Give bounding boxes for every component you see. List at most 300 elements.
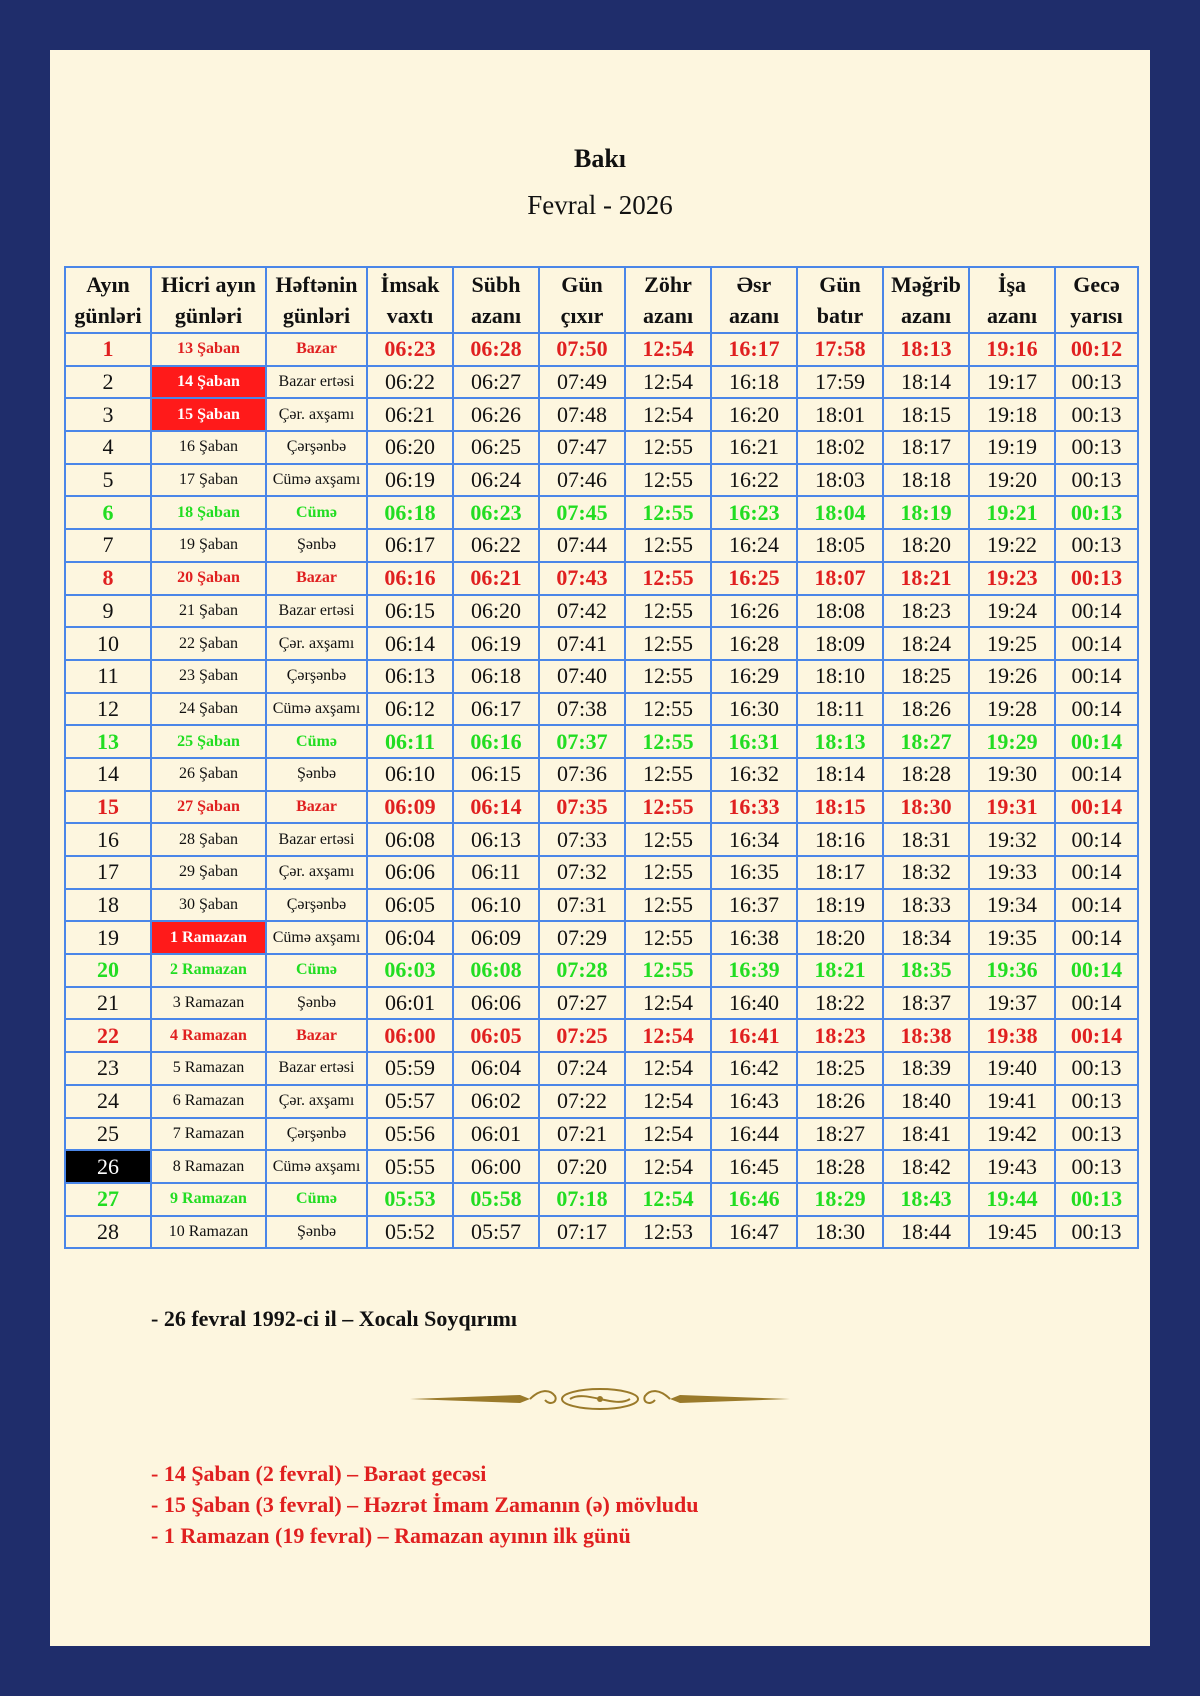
column-header bbox=[1055, 267, 1138, 333]
table-cell: 07:47 bbox=[539, 431, 625, 464]
table-cell: 19 Şaban bbox=[151, 529, 266, 562]
table-cell: 00:13 bbox=[1055, 529, 1138, 562]
table-cell: Cümə bbox=[266, 496, 367, 529]
table-cell: 18:02 bbox=[797, 431, 883, 464]
table-cell: Cümə bbox=[266, 954, 367, 987]
table-cell: 18:38 bbox=[883, 1019, 969, 1052]
table-cell: 05:59 bbox=[367, 1052, 453, 1085]
prayer-times-table bbox=[64, 266, 1139, 1249]
table-cell: 06:02 bbox=[453, 1085, 539, 1118]
table-cell: 18:23 bbox=[797, 1019, 883, 1052]
column-header bbox=[625, 267, 711, 333]
column-header-line: azanı bbox=[986, 303, 1038, 328]
table-cell: 18:31 bbox=[883, 823, 969, 856]
table-cell: 18:40 bbox=[883, 1085, 969, 1118]
table-cell: 16:41 bbox=[711, 1019, 797, 1052]
table-cell: 07:44 bbox=[539, 529, 625, 562]
table-row bbox=[65, 398, 1138, 431]
table-row bbox=[65, 1085, 1138, 1118]
table-cell: 05:58 bbox=[453, 1183, 539, 1216]
table-cell: 18:20 bbox=[883, 529, 969, 562]
table-cell: 07:20 bbox=[539, 1150, 625, 1183]
table-cell: 00:14 bbox=[1055, 627, 1138, 660]
table-cell: 12:54 bbox=[625, 398, 711, 431]
table-cell: 26 Şaban bbox=[151, 758, 266, 791]
table-cell: 17 bbox=[65, 856, 151, 889]
table-cell: 06:21 bbox=[367, 398, 453, 431]
table-cell: 18:26 bbox=[883, 693, 969, 726]
column-header bbox=[969, 267, 1055, 333]
table-cell: 18:28 bbox=[797, 1150, 883, 1183]
table-cell: 19:25 bbox=[969, 627, 1055, 660]
table-row bbox=[65, 529, 1138, 562]
table-cell: 12:55 bbox=[625, 823, 711, 856]
table-cell: 11 bbox=[65, 660, 151, 693]
column-header bbox=[883, 267, 969, 333]
table-cell: 06:24 bbox=[453, 464, 539, 497]
table-cell: 18:35 bbox=[883, 954, 969, 987]
table-cell: 8 Ramazan bbox=[151, 1150, 266, 1183]
table-cell: 00:13 bbox=[1055, 1216, 1138, 1249]
table-cell: 5 Ramazan bbox=[151, 1052, 266, 1085]
table-cell: 06:20 bbox=[453, 595, 539, 628]
table-cell: 07:33 bbox=[539, 823, 625, 856]
table-cell: 3 bbox=[65, 398, 151, 431]
table-cell: 2 Ramazan bbox=[151, 954, 266, 987]
table-cell: 18:39 bbox=[883, 1052, 969, 1085]
table-cell: 07:42 bbox=[539, 595, 625, 628]
table-cell: 16:28 bbox=[711, 627, 797, 660]
table-cell: 19:37 bbox=[969, 987, 1055, 1020]
table-cell: Çərşənbə bbox=[266, 431, 367, 464]
table-cell: 4 bbox=[65, 431, 151, 464]
table-cell: 20 bbox=[65, 954, 151, 987]
table-cell: 00:14 bbox=[1055, 954, 1138, 987]
table-cell: 00:14 bbox=[1055, 823, 1138, 856]
table-cell: 05:53 bbox=[367, 1183, 453, 1216]
table-cell: 07:17 bbox=[539, 1216, 625, 1249]
table-cell: 06:16 bbox=[453, 725, 539, 758]
table-cell: 07:29 bbox=[539, 921, 625, 954]
table-cell: 25 Şaban bbox=[151, 725, 266, 758]
table-cell: 16:18 bbox=[711, 366, 797, 399]
table-cell: 12:54 bbox=[625, 1150, 711, 1183]
table-cell: 07:24 bbox=[539, 1052, 625, 1085]
table-cell: 24 bbox=[65, 1085, 151, 1118]
table-cell: 07:35 bbox=[539, 791, 625, 824]
table-row bbox=[65, 431, 1138, 464]
table-cell: 12:55 bbox=[625, 954, 711, 987]
table-cell: Cümə bbox=[266, 1183, 367, 1216]
table-cell: 07:21 bbox=[539, 1118, 625, 1151]
table-row bbox=[65, 1019, 1138, 1052]
table-cell: 00:14 bbox=[1055, 660, 1138, 693]
table-cell: 07:27 bbox=[539, 987, 625, 1020]
table-row bbox=[65, 921, 1138, 954]
table-cell: 18:13 bbox=[883, 333, 969, 366]
table-cell: 16:35 bbox=[711, 856, 797, 889]
table-cell: 06:19 bbox=[453, 627, 539, 660]
table-cell: 18:21 bbox=[797, 954, 883, 987]
table-cell: 16:44 bbox=[711, 1118, 797, 1151]
table-cell: 06:01 bbox=[367, 987, 453, 1020]
table-cell: 07:31 bbox=[539, 889, 625, 922]
table-cell: 16:47 bbox=[711, 1216, 797, 1249]
table-cell: 07:40 bbox=[539, 660, 625, 693]
table-cell: 06:22 bbox=[367, 366, 453, 399]
column-header-line: Hicri ayın bbox=[161, 272, 256, 297]
table-cell: 06:16 bbox=[367, 562, 453, 595]
table-cell: 27 Şaban bbox=[151, 791, 266, 824]
table-cell: 18:22 bbox=[797, 987, 883, 1020]
table-cell: 6 Ramazan bbox=[151, 1085, 266, 1118]
table-cell: 4 Ramazan bbox=[151, 1019, 266, 1052]
table-cell: 18:30 bbox=[797, 1216, 883, 1249]
table-cell: Çər. axşamı bbox=[266, 398, 367, 431]
table-cell: 00:14 bbox=[1055, 791, 1138, 824]
table-cell: 16:32 bbox=[711, 758, 797, 791]
table-cell: 12:54 bbox=[625, 1052, 711, 1085]
table-cell: 06:18 bbox=[367, 496, 453, 529]
table-row bbox=[65, 954, 1138, 987]
table-cell: 12:54 bbox=[625, 366, 711, 399]
column-header-line: vaxtı bbox=[386, 303, 434, 328]
table-cell: 12:55 bbox=[625, 758, 711, 791]
table-cell: 16:34 bbox=[711, 823, 797, 856]
table-cell: Bazar ertəsi bbox=[266, 1052, 367, 1085]
table-row bbox=[65, 562, 1138, 595]
table-cell: 13 bbox=[65, 725, 151, 758]
table-cell: 05:57 bbox=[453, 1216, 539, 1249]
table-cell: 16:40 bbox=[711, 987, 797, 1020]
table-cell: 07:22 bbox=[539, 1085, 625, 1118]
table-cell: Bazar bbox=[266, 562, 367, 595]
column-header-line: azanı bbox=[642, 303, 694, 328]
table-cell: 16:25 bbox=[711, 562, 797, 595]
table-cell: 06:17 bbox=[453, 693, 539, 726]
table-cell: Bazar ertəsi bbox=[266, 595, 367, 628]
table-cell: 18:09 bbox=[797, 627, 883, 660]
table-cell: Cümə bbox=[266, 725, 367, 758]
table-cell: 20 Şaban bbox=[151, 562, 266, 595]
table-cell: 06:04 bbox=[367, 921, 453, 954]
column-header-line: batır bbox=[816, 303, 864, 328]
table-cell: 15 Şaban bbox=[151, 398, 266, 431]
table-cell: 05:52 bbox=[367, 1216, 453, 1249]
table-cell: 18:18 bbox=[883, 464, 969, 497]
table-row bbox=[65, 725, 1138, 758]
table-cell: Çərşənbə bbox=[266, 889, 367, 922]
column-header-line: yarısı bbox=[1070, 303, 1123, 328]
table-cell: Çər. axşamı bbox=[266, 627, 367, 660]
table-row bbox=[65, 758, 1138, 791]
table-cell: Çər. axşamı bbox=[266, 856, 367, 889]
column-header-line: Ayın bbox=[86, 272, 130, 297]
table-cell: 18:14 bbox=[797, 758, 883, 791]
table-cell: 07:36 bbox=[539, 758, 625, 791]
column-header-line: İmsak bbox=[380, 272, 440, 297]
column-header-line: günləri bbox=[74, 303, 142, 328]
table-cell: 06:14 bbox=[367, 627, 453, 660]
table-cell: 13 Şaban bbox=[151, 333, 266, 366]
table-cell: 00:14 bbox=[1055, 595, 1138, 628]
table-cell: 16 bbox=[65, 823, 151, 856]
table-cell: 06:15 bbox=[367, 595, 453, 628]
table-cell: 18:27 bbox=[797, 1118, 883, 1151]
table-cell: 8 bbox=[65, 562, 151, 595]
table-cell: 19:23 bbox=[969, 562, 1055, 595]
table-cell: 18:33 bbox=[883, 889, 969, 922]
table-cell: Şənbə bbox=[266, 987, 367, 1020]
column-header-line: azanı bbox=[470, 303, 522, 328]
table-cell: 12:55 bbox=[625, 595, 711, 628]
table-cell: 07:32 bbox=[539, 856, 625, 889]
table-cell: 19:32 bbox=[969, 823, 1055, 856]
table-cell: 18:30 bbox=[883, 791, 969, 824]
table-cell: 18:17 bbox=[797, 856, 883, 889]
table-cell: 06:08 bbox=[367, 823, 453, 856]
table-cell: Bazar bbox=[266, 1019, 367, 1052]
table-cell: 16 Şaban bbox=[151, 431, 266, 464]
table-cell: Bazar bbox=[266, 791, 367, 824]
table-row bbox=[65, 333, 1138, 366]
table-cell: 19:40 bbox=[969, 1052, 1055, 1085]
table-cell: 19:24 bbox=[969, 595, 1055, 628]
column-header-line: günləri bbox=[174, 303, 243, 328]
table-cell: 16:38 bbox=[711, 921, 797, 954]
table-cell: 16:42 bbox=[711, 1052, 797, 1085]
table-cell: Cümə axşamı bbox=[266, 464, 367, 497]
table-cell: 12:54 bbox=[625, 987, 711, 1020]
table-cell: 18:17 bbox=[883, 431, 969, 464]
table-cell: 06:13 bbox=[453, 823, 539, 856]
table-cell: 29 Şaban bbox=[151, 856, 266, 889]
table-cell: 06:19 bbox=[367, 464, 453, 497]
table-cell: 16:20 bbox=[711, 398, 797, 431]
table-cell: Çərşənbə bbox=[266, 660, 367, 693]
table-cell: Cümə axşamı bbox=[266, 693, 367, 726]
table-cell: 16:22 bbox=[711, 464, 797, 497]
table-cell: 06:12 bbox=[367, 693, 453, 726]
table-cell: 06:10 bbox=[453, 889, 539, 922]
table-cell: 00:14 bbox=[1055, 856, 1138, 889]
column-header-line: Əsr bbox=[736, 272, 772, 297]
table-cell: 07:50 bbox=[539, 333, 625, 366]
table-cell: 06:11 bbox=[453, 856, 539, 889]
column-header bbox=[151, 267, 266, 333]
table-cell: 06:14 bbox=[453, 791, 539, 824]
column-header-line: Zöhr bbox=[644, 272, 692, 297]
table-cell: 10 bbox=[65, 627, 151, 660]
table-cell: 00:12 bbox=[1055, 333, 1138, 366]
column-header-line: İşa bbox=[997, 272, 1027, 297]
table-cell: 00:14 bbox=[1055, 987, 1138, 1020]
table-row bbox=[65, 496, 1138, 529]
table-cell: 7 Ramazan bbox=[151, 1118, 266, 1151]
table-cell: 18:29 bbox=[797, 1183, 883, 1216]
table-cell: 7 bbox=[65, 529, 151, 562]
table-cell: 06:23 bbox=[453, 496, 539, 529]
table-cell: 16:26 bbox=[711, 595, 797, 628]
table-cell: 12:53 bbox=[625, 1216, 711, 1249]
table-cell: 06:09 bbox=[367, 791, 453, 824]
table-cell: 19:26 bbox=[969, 660, 1055, 693]
table-cell: 00:14 bbox=[1055, 725, 1138, 758]
table-cell: 12:55 bbox=[625, 693, 711, 726]
table-cell: 12:55 bbox=[625, 529, 711, 562]
table-cell: 07:25 bbox=[539, 1019, 625, 1052]
table-cell: 18 bbox=[65, 889, 151, 922]
table-cell: 07:37 bbox=[539, 725, 625, 758]
column-header bbox=[797, 267, 883, 333]
table-cell: 28 bbox=[65, 1216, 151, 1249]
table-cell: 19:22 bbox=[969, 529, 1055, 562]
table-cell: 18:11 bbox=[797, 693, 883, 726]
table-cell: 3 Ramazan bbox=[151, 987, 266, 1020]
table-cell: 10 Ramazan bbox=[151, 1216, 266, 1249]
table-cell: 06:00 bbox=[453, 1150, 539, 1183]
column-header-line: Sübh bbox=[471, 272, 521, 297]
table-cell: 06:27 bbox=[453, 366, 539, 399]
table-cell: 19:17 bbox=[969, 366, 1055, 399]
table-cell: 00:14 bbox=[1055, 921, 1138, 954]
table-cell: 12:55 bbox=[625, 856, 711, 889]
table-cell: 06:05 bbox=[367, 889, 453, 922]
table-cell: 12:55 bbox=[625, 464, 711, 497]
table-row bbox=[65, 1052, 1138, 1085]
table-cell: Bazar bbox=[266, 333, 367, 366]
table-cell: 6 bbox=[65, 496, 151, 529]
table-row bbox=[65, 856, 1138, 889]
table-cell: 06:10 bbox=[367, 758, 453, 791]
table-cell: 21 Şaban bbox=[151, 595, 266, 628]
table-cell: 18:27 bbox=[883, 725, 969, 758]
table-cell: 18:41 bbox=[883, 1118, 969, 1151]
table-cell: 05:57 bbox=[367, 1085, 453, 1118]
table-cell: 18:07 bbox=[797, 562, 883, 595]
table-cell: Çər. axşamı bbox=[266, 1085, 367, 1118]
table-cell: 12:55 bbox=[625, 921, 711, 954]
table-cell: 00:13 bbox=[1055, 1052, 1138, 1085]
table-cell: 06:25 bbox=[453, 431, 539, 464]
column-header bbox=[711, 267, 797, 333]
table-cell: 18:34 bbox=[883, 921, 969, 954]
table-cell: 06:04 bbox=[453, 1052, 539, 1085]
table-cell: 19:18 bbox=[969, 398, 1055, 431]
table-cell: 18:13 bbox=[797, 725, 883, 758]
table-cell: 18:37 bbox=[883, 987, 969, 1020]
table-cell: 16:46 bbox=[711, 1183, 797, 1216]
page-subtitle: Fevral - 2026 bbox=[527, 190, 673, 220]
table-cell: 07:45 bbox=[539, 496, 625, 529]
table-cell: 18:05 bbox=[797, 529, 883, 562]
table-cell: 1 Ramazan bbox=[151, 921, 266, 954]
table-cell: 00:13 bbox=[1055, 1150, 1138, 1183]
table-row bbox=[65, 1118, 1138, 1151]
table-cell: 18:08 bbox=[797, 595, 883, 628]
table-cell: 12:54 bbox=[625, 1118, 711, 1151]
table-cell: 00:14 bbox=[1055, 758, 1138, 791]
table-cell: 12:54 bbox=[625, 333, 711, 366]
table-cell: Bazar ertəsi bbox=[266, 366, 367, 399]
table-cell: 06:09 bbox=[453, 921, 539, 954]
table-cell: 30 Şaban bbox=[151, 889, 266, 922]
table-cell: 00:13 bbox=[1055, 431, 1138, 464]
table-cell: 00:14 bbox=[1055, 889, 1138, 922]
column-header-line: çıxır bbox=[560, 303, 604, 328]
column-header-line: Həftənin bbox=[275, 272, 358, 297]
table-cell: 18:24 bbox=[883, 627, 969, 660]
table-cell: 18:42 bbox=[883, 1150, 969, 1183]
table-cell: 26 bbox=[65, 1150, 151, 1183]
table-cell: 19:16 bbox=[969, 333, 1055, 366]
table-cell: Şənbə bbox=[266, 758, 367, 791]
column-header-line: Gün bbox=[561, 272, 603, 297]
table-cell: 07:49 bbox=[539, 366, 625, 399]
table-cell: 06:15 bbox=[453, 758, 539, 791]
table-cell: 18:03 bbox=[797, 464, 883, 497]
table-cell: 12:54 bbox=[625, 1019, 711, 1052]
table-row bbox=[65, 693, 1138, 726]
table-row bbox=[65, 627, 1138, 660]
table-cell: 12:55 bbox=[625, 431, 711, 464]
column-header-line: azanı bbox=[728, 303, 780, 328]
table-row bbox=[65, 595, 1138, 628]
table-cell: 06:21 bbox=[453, 562, 539, 595]
table-cell: 16:31 bbox=[711, 725, 797, 758]
table-cell: 18:43 bbox=[883, 1183, 969, 1216]
table-row bbox=[65, 660, 1138, 693]
table-cell: 12:54 bbox=[625, 1183, 711, 1216]
table-cell: 07:28 bbox=[539, 954, 625, 987]
table-cell: 18 Şaban bbox=[151, 496, 266, 529]
column-header bbox=[539, 267, 625, 333]
table-cell: 22 Şaban bbox=[151, 627, 266, 660]
table-cell: 23 Şaban bbox=[151, 660, 266, 693]
table-cell: 05:56 bbox=[367, 1118, 453, 1151]
column-header bbox=[453, 267, 539, 333]
column-header bbox=[266, 267, 367, 333]
table-cell: 15 bbox=[65, 791, 151, 824]
column-header-line: günləri bbox=[282, 303, 351, 328]
table-cell: 16:33 bbox=[711, 791, 797, 824]
table-cell: 06:28 bbox=[453, 333, 539, 366]
table-cell: 25 bbox=[65, 1118, 151, 1151]
table-cell: 00:13 bbox=[1055, 464, 1138, 497]
table-cell: 16:21 bbox=[711, 431, 797, 464]
table-cell: 18:10 bbox=[797, 660, 883, 693]
table-cell: 19:30 bbox=[969, 758, 1055, 791]
table-cell: 00:13 bbox=[1055, 398, 1138, 431]
table-cell: 18:15 bbox=[797, 791, 883, 824]
table-cell: 00:13 bbox=[1055, 562, 1138, 595]
column-header bbox=[367, 267, 453, 333]
column-header-line: Gecə bbox=[1073, 272, 1120, 297]
table-cell: 5 bbox=[65, 464, 151, 497]
table-cell: 27 bbox=[65, 1183, 151, 1216]
table-cell: 18:16 bbox=[797, 823, 883, 856]
table-cell: 06:18 bbox=[453, 660, 539, 693]
column-header-line: Məğrib bbox=[891, 272, 961, 297]
table-cell: 19:43 bbox=[969, 1150, 1055, 1183]
table-cell: 12:55 bbox=[625, 725, 711, 758]
table-row bbox=[65, 1216, 1138, 1249]
table-cell: 07:48 bbox=[539, 398, 625, 431]
table-cell: 19:29 bbox=[969, 725, 1055, 758]
page-title: Bakı bbox=[573, 144, 627, 173]
table-cell: 18:23 bbox=[883, 595, 969, 628]
note-ramazan: - 1 Ramazan (19 fevral) – Ramazan ayının ilk günü bbox=[151, 1523, 631, 1548]
